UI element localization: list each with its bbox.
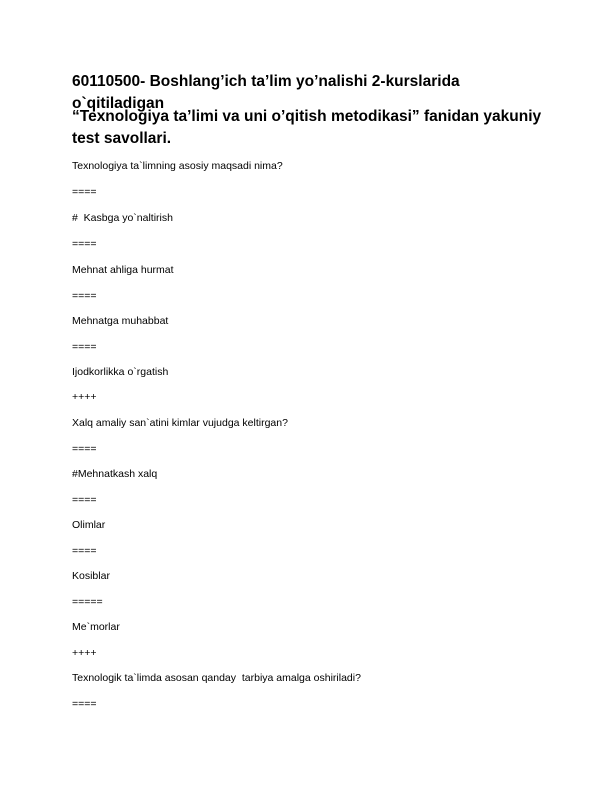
question-3-text: Texnologik ta`limda asosan qanday tarbiya amalga oshiriladi?	[72, 672, 361, 684]
document-title-line1: 60110500- Boshlang’ich ta’lim yo’nalishi 2-kurslarida o`qitiladigan	[72, 73, 460, 112]
separator: ====	[72, 545, 97, 557]
separator: ====	[72, 238, 97, 250]
answer-option: Ijodkorlikka o`rgatish	[72, 366, 169, 378]
question-separator: ++++	[72, 647, 97, 659]
question-2-text: Xalq amaliy san`atini kimlar vujudga keltirgan?	[72, 417, 288, 429]
answer-option: Mehnatga muhabbat	[72, 315, 169, 327]
answer-option: Me`morlar	[72, 621, 120, 633]
separator: ====	[72, 186, 97, 198]
separator: ====	[72, 494, 97, 506]
answer-option-correct: #Mehnatkash xalq	[72, 468, 158, 480]
separator: ====	[72, 443, 97, 455]
answer-option: Kosiblar	[72, 570, 110, 582]
separator: ====	[72, 341, 97, 353]
separator: ====	[72, 290, 97, 302]
separator: ====	[72, 698, 97, 710]
question-1-text: Texnologiya ta`limning asosiy maqsadi nima?	[72, 160, 283, 172]
document-title-line2: “Texnologiya ta’limi va uni o’qitish metodikasi” fanidan yakuniy test savollari.	[72, 108, 542, 147]
question-separator: ++++	[72, 391, 97, 403]
separator: =====	[72, 596, 103, 608]
answer-option-correct: # Kasbga yo`naltirish	[72, 212, 173, 224]
answer-option: Olimlar	[72, 519, 106, 531]
answer-option: Mehnat ahliga hurmat	[72, 264, 174, 276]
